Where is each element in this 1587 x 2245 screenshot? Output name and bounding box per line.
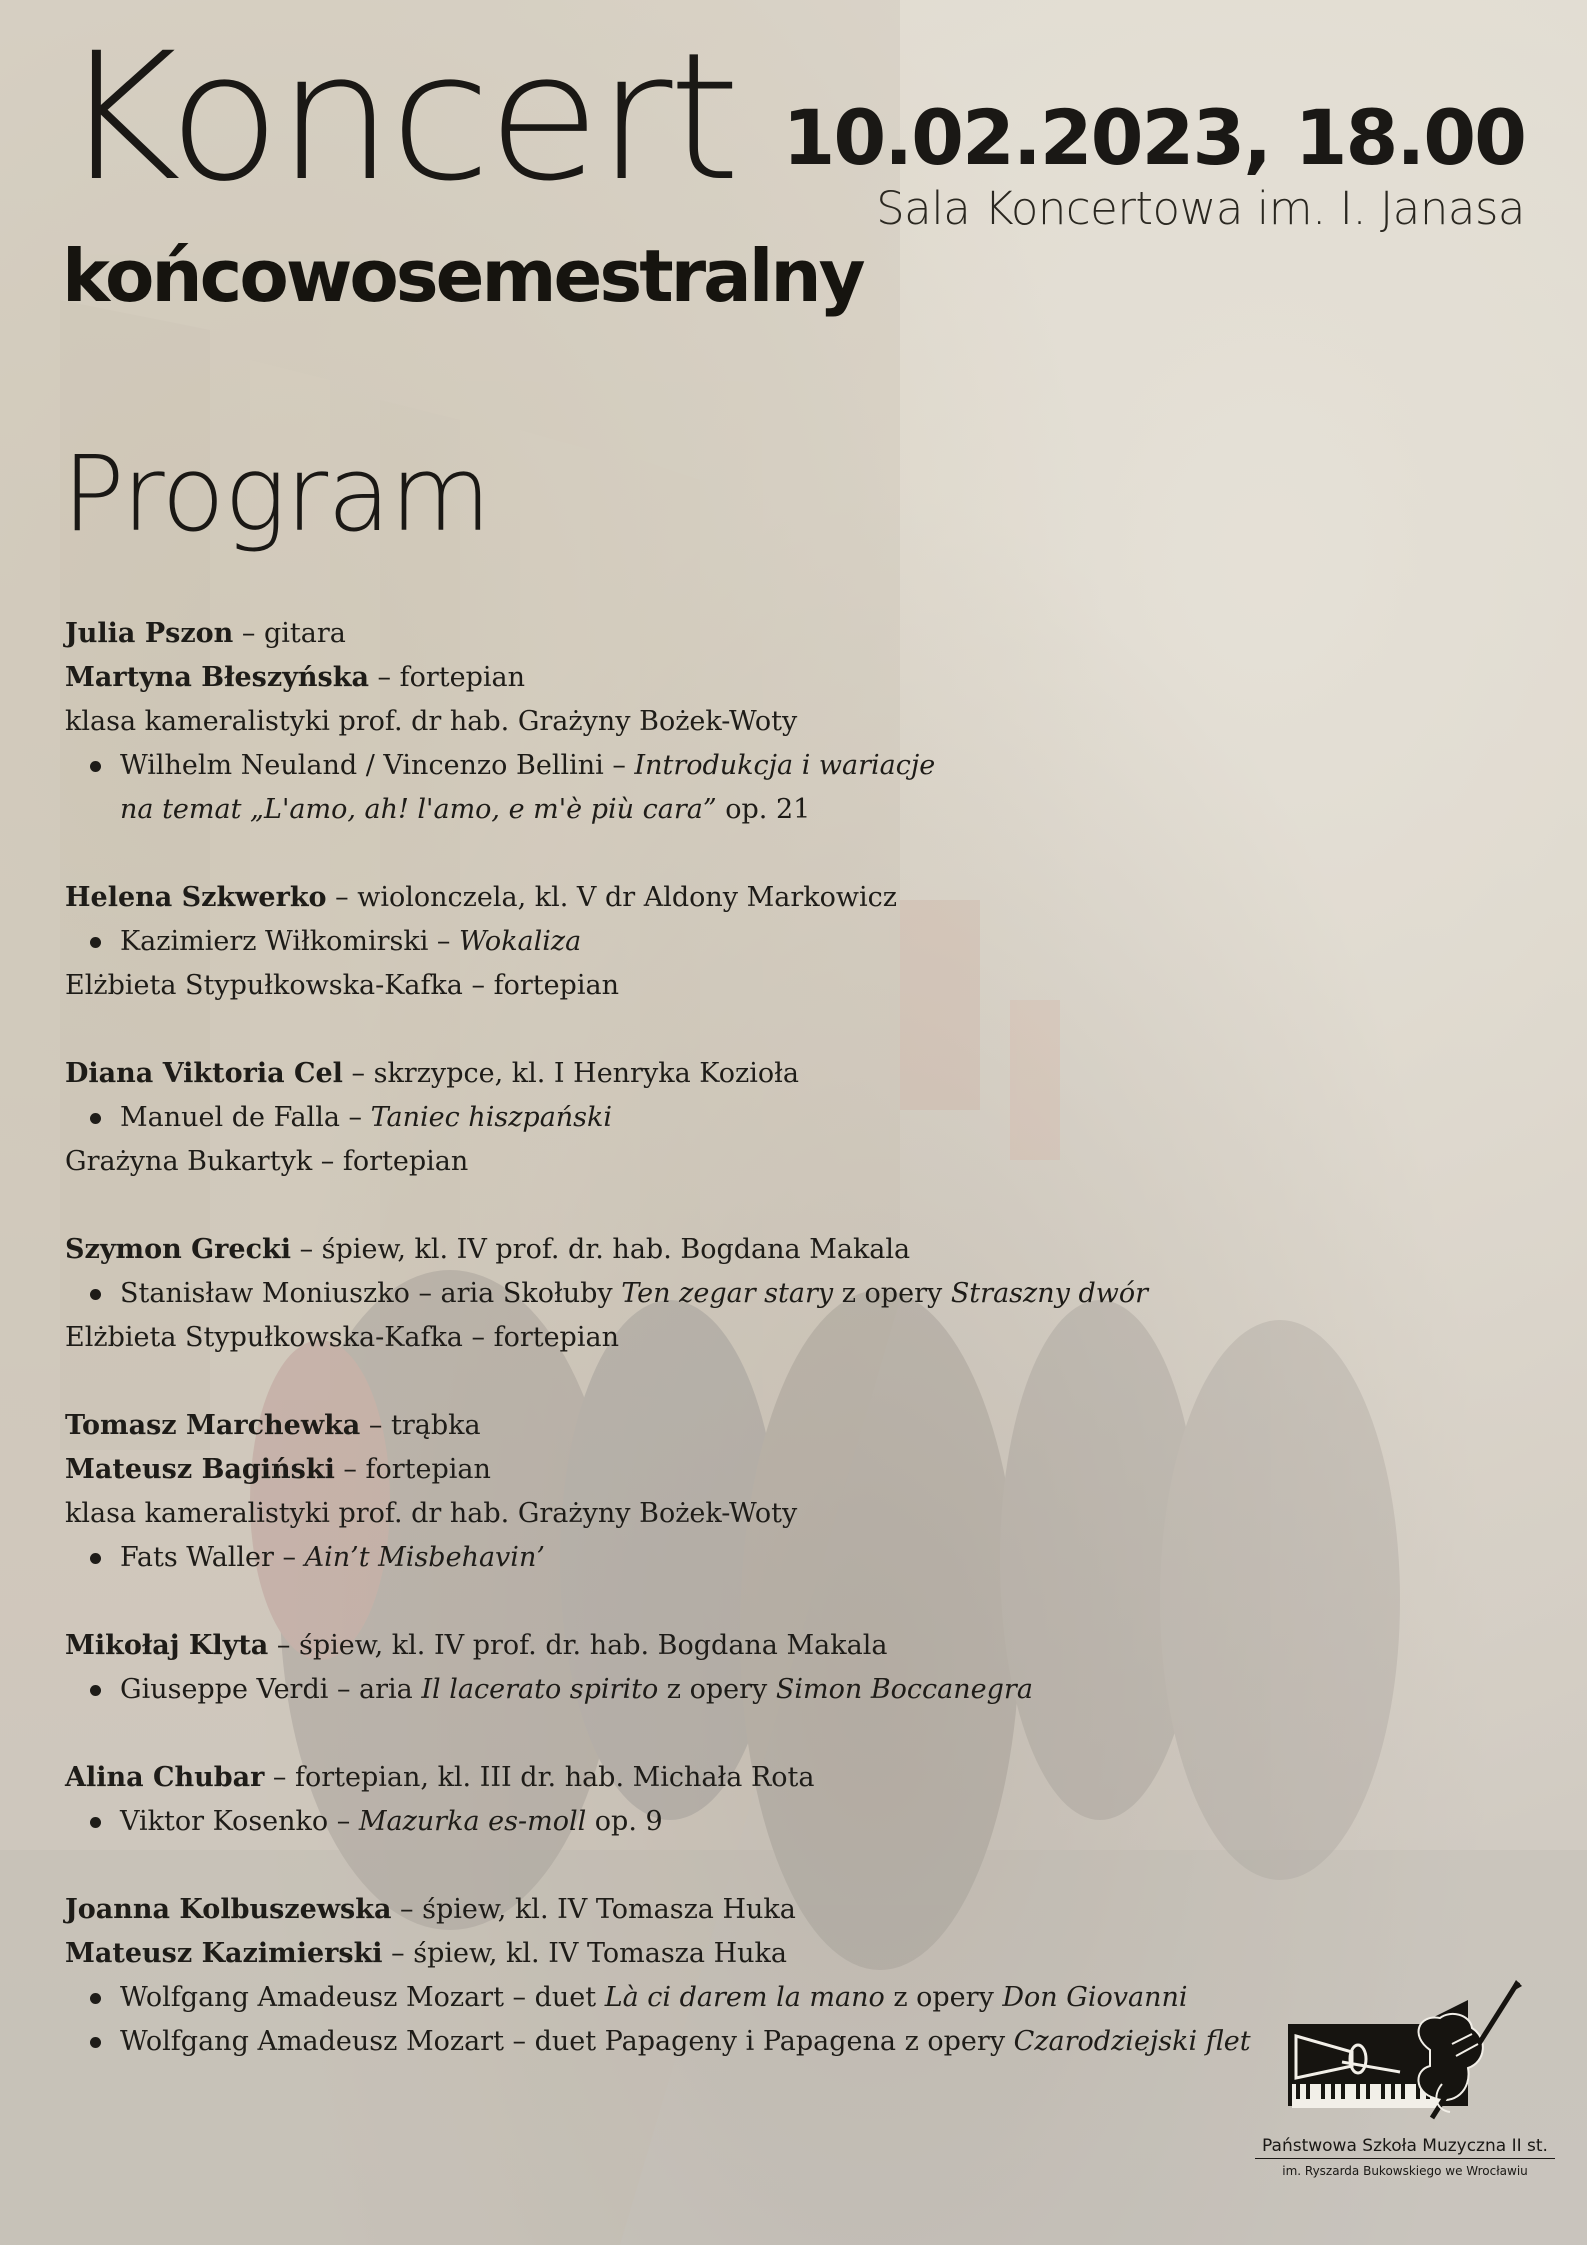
piece-composer: Giuseppe Verdi – aria bbox=[120, 1674, 422, 1705]
program-entry bbox=[65, 1888, 1251, 2064]
performer-role: – śpiew, kl. IV Tomasza Huka bbox=[382, 1938, 787, 1969]
school-logo bbox=[1255, 1978, 1555, 2193]
accompanist: Elżbieta Stypułkowska-Kafka – fortepian bbox=[65, 1322, 619, 1353]
performer-name: Joanna Kolbuszewska bbox=[65, 1894, 392, 1925]
performer-line bbox=[65, 656, 1215, 700]
accompanist: Elżbieta Stypułkowska-Kafka – fortepian bbox=[65, 970, 619, 1001]
class-note: klasa kameralistyki prof. dr hab. Grażyny Bożek-Woty bbox=[65, 706, 798, 737]
piece-item bbox=[65, 744, 1215, 788]
piece-middle: z opery bbox=[884, 1982, 1003, 2013]
performer-line bbox=[65, 1228, 1215, 1272]
program-entry bbox=[65, 1404, 1215, 1580]
performer-line bbox=[65, 612, 1215, 656]
performer-line bbox=[65, 1404, 1215, 1448]
piece-composer: Wilhelm Neuland / Vincenzo Bellini – bbox=[120, 750, 635, 781]
performer-line bbox=[65, 1932, 1215, 1976]
piece-composer: Stanisław Moniuszko – aria Skołuby bbox=[120, 1278, 622, 1309]
program-entry bbox=[65, 1756, 1215, 1844]
performer-role: – fortepian, kl. III dr. hab. Michała Rota bbox=[264, 1762, 815, 1793]
piece-title: Ain’t Misbehavin’ bbox=[304, 1542, 545, 1573]
performer-role: – fortepian bbox=[334, 1454, 491, 1485]
school-patron: im. Ryszarda Bukowskiego we Wrocławiu bbox=[1282, 2164, 1528, 2178]
performer-name: Mateusz Bagiński bbox=[65, 1454, 335, 1485]
performer-role: – trąbka bbox=[360, 1410, 481, 1441]
program-heading: Program bbox=[62, 433, 491, 555]
piece-composer: Kazimierz Wiłkomirski – bbox=[120, 926, 460, 957]
piece-title: Czarodziejski flet bbox=[1013, 2026, 1251, 2057]
concert-title: Koncert bbox=[60, 15, 737, 220]
piece-opera: Don Giovanni bbox=[1002, 1982, 1188, 2013]
performer-name: Martyna Błeszyńska bbox=[65, 662, 369, 693]
performer-name: Mateusz Kazimierski bbox=[65, 1938, 383, 1969]
piece-item-continued bbox=[65, 788, 1215, 832]
piece-item bbox=[65, 1536, 1215, 1580]
concert-venue: Sala Koncertowa im. I. Janasa bbox=[876, 182, 1525, 235]
performer-line bbox=[65, 1448, 1215, 1492]
concert-subtitle: końcowosemestralny bbox=[62, 234, 863, 318]
performer-name: Tomasz Marchewka bbox=[65, 1410, 361, 1441]
performer-name: Diana Viktoria Cel bbox=[65, 1058, 343, 1089]
piece-title: Introdukcja i wariacje bbox=[634, 750, 936, 781]
piece-item bbox=[65, 920, 1215, 964]
performer-role: – śpiew, kl. IV Tomasza Huka bbox=[391, 1894, 796, 1925]
piece-opera: Simon Boccanegra bbox=[775, 1674, 1033, 1705]
piece-item bbox=[65, 1272, 1215, 1316]
program-entry bbox=[65, 612, 1215, 832]
instruments-logo-icon bbox=[1282, 1978, 1528, 2130]
piece-item bbox=[65, 1096, 1215, 1140]
performer-line bbox=[65, 1624, 1215, 1668]
piece-item bbox=[65, 1668, 1215, 1712]
piece-composer: Wolfgang Amadeusz Mozart – duet bbox=[120, 1982, 605, 2013]
piece-title: Ten zegar stary bbox=[621, 1278, 834, 1309]
performer-name: Julia Pszon bbox=[65, 618, 234, 649]
program-entry bbox=[65, 1052, 1215, 1184]
performer-role: – skrzypce, kl. I Henryka Kozioła bbox=[342, 1058, 799, 1089]
piece-composer: Wolfgang Amadeusz Mozart – duet Papageny i Papagena z opery bbox=[120, 2026, 1014, 2057]
piece-item bbox=[65, 2020, 1251, 2064]
piece-item bbox=[65, 1976, 1215, 2020]
program-entry bbox=[65, 1624, 1215, 1712]
piece-opus: op. 21 bbox=[716, 794, 811, 825]
performer-role: – gitara bbox=[233, 618, 346, 649]
piece-title: Il lacerato spirito bbox=[421, 1674, 659, 1705]
performer-role: – fortepian bbox=[368, 662, 525, 693]
performer-name: Szymon Grecki bbox=[65, 1234, 291, 1265]
piece-composer: Manuel de Falla – bbox=[120, 1102, 371, 1133]
concert-date: 10.02.2023, 18.00 bbox=[782, 93, 1525, 182]
performer-line bbox=[65, 1052, 1215, 1096]
program-list bbox=[65, 612, 1251, 2108]
piece-composer: Viktor Kosenko – bbox=[120, 1806, 359, 1837]
piece-title: Wokaliza bbox=[459, 926, 582, 957]
performer-name: Alina Chubar bbox=[65, 1762, 265, 1793]
piece-middle: z opery bbox=[658, 1674, 776, 1705]
piece-opus: op. 9 bbox=[586, 1806, 663, 1837]
performer-line bbox=[65, 1756, 1215, 1800]
piece-opera: Straszny dwór bbox=[950, 1278, 1149, 1309]
piece-title: Mazurka es-moll bbox=[358, 1806, 587, 1837]
piece-title: Taniec hiszpański bbox=[370, 1102, 613, 1133]
program-entry bbox=[65, 1228, 1215, 1360]
performer-name: Mikołaj Klyta bbox=[65, 1630, 269, 1661]
piece-title: Là ci darem la mano bbox=[604, 1982, 885, 2013]
performer-name: Helena Szkwerko bbox=[65, 882, 327, 913]
piece-title-continued: na temat „L'amo, ah! l'amo, e m'è più cara” bbox=[120, 794, 717, 825]
performer-line bbox=[65, 1888, 1215, 1932]
school-name: Państwowa Szkoła Muzyczna II st. bbox=[1255, 2136, 1555, 2159]
program-entry bbox=[65, 876, 1215, 1008]
class-note: klasa kameralistyki prof. dr hab. Grażyny Bożek-Woty bbox=[65, 1498, 798, 1529]
piece-middle: z opery bbox=[833, 1278, 951, 1309]
performer-role: – śpiew, kl. IV prof. dr. hab. Bogdana Makala bbox=[291, 1234, 911, 1265]
performer-line bbox=[65, 876, 1215, 920]
piece-composer: Fats Waller – bbox=[120, 1542, 305, 1573]
accompanist: Grażyna Bukartyk – fortepian bbox=[65, 1146, 469, 1177]
piece-item bbox=[65, 1800, 1215, 1844]
performer-role: – śpiew, kl. IV prof. dr. hab. Bogdana Makala bbox=[268, 1630, 888, 1661]
performer-role: – wiolonczela, kl. V dr Aldony Markowicz bbox=[326, 882, 898, 913]
